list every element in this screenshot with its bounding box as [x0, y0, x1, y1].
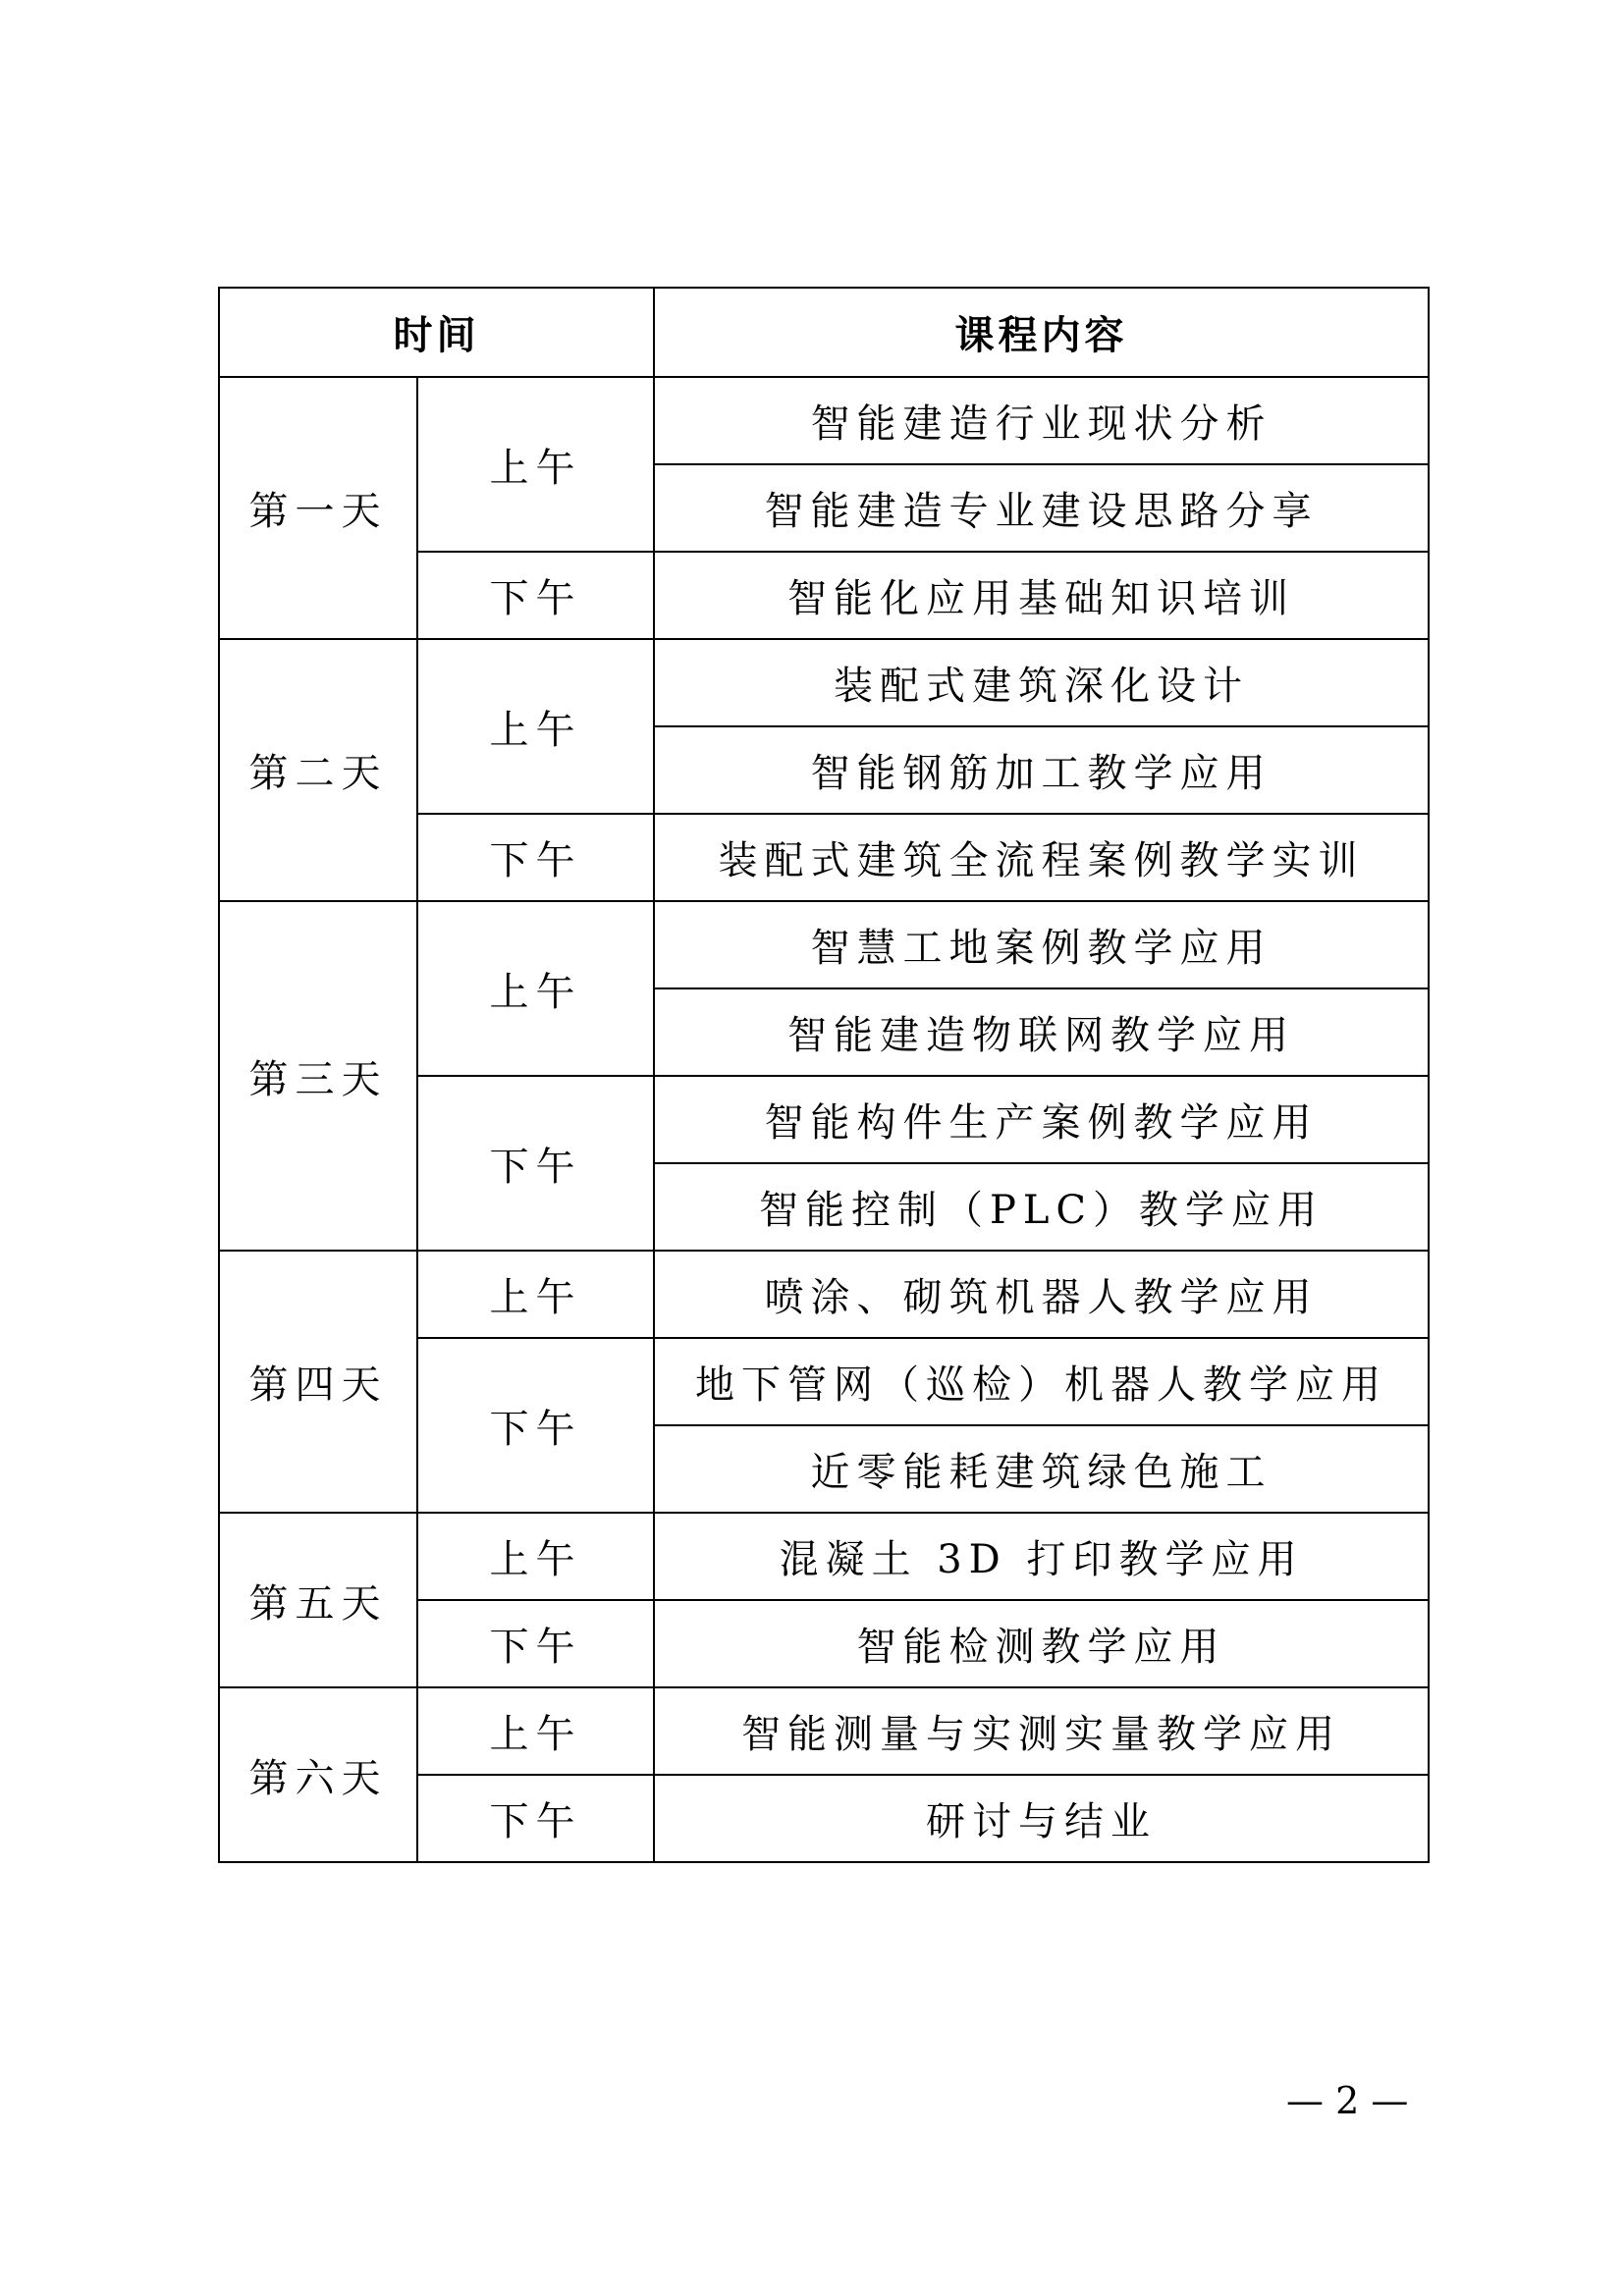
course-content-cell: 智能检测教学应用 [654, 1600, 1429, 1687]
table-row [219, 1687, 1429, 1775]
table-row [219, 901, 1429, 988]
course-content-cell: 智能化应用基础知识培训 [654, 552, 1429, 639]
course-content-cell: 智能钢筋加工教学应用 [654, 726, 1429, 814]
course-content-cell: 喷涂、砌筑机器人教学应用 [654, 1251, 1429, 1338]
period-cell: 上午 [417, 901, 654, 1076]
day-cell: 第四天 [219, 1251, 417, 1513]
table-header-row [219, 288, 1429, 377]
day-cell: 第三天 [219, 901, 417, 1251]
day-cell: 第一天 [219, 377, 417, 639]
period-cell: 上午 [417, 1687, 654, 1775]
day-cell: 第六天 [219, 1687, 417, 1862]
course-schedule-table [218, 287, 1430, 1863]
period-cell: 上午 [417, 639, 654, 814]
period-cell: 下午 [417, 1600, 654, 1687]
period-cell: 上午 [417, 1513, 654, 1600]
course-content-cell: 近零能耗建筑绿色施工 [654, 1425, 1429, 1513]
course-content-cell: 智能测量与实测实量教学应用 [654, 1687, 1429, 1775]
period-cell: 上午 [417, 377, 654, 552]
table-row [219, 377, 1429, 464]
period-cell: 下午 [417, 1338, 654, 1513]
table-row [219, 639, 1429, 726]
day-cell: 第二天 [219, 639, 417, 901]
table-body [219, 377, 1429, 1862]
course-content-cell: 智能建造物联网教学应用 [654, 988, 1429, 1076]
page-number: — 2 — [1286, 2079, 1409, 2122]
period-cell: 下午 [417, 1775, 654, 1862]
course-content-cell: 混凝土 3D 打印教学应用 [654, 1513, 1429, 1600]
course-content-cell: 智能建造行业现状分析 [654, 377, 1429, 464]
course-content-cell: 研讨与结业 [654, 1775, 1429, 1862]
course-content-cell: 地下管网（巡检）机器人教学应用 [654, 1338, 1429, 1425]
period-cell: 下午 [417, 814, 654, 901]
period-cell: 下午 [417, 552, 654, 639]
header-time: 时间 [219, 288, 654, 377]
course-content-cell: 智能建造专业建设思路分享 [654, 464, 1429, 552]
course-content-cell: 智慧工地案例教学应用 [654, 901, 1429, 988]
period-cell: 上午 [417, 1251, 654, 1338]
table-row [219, 1513, 1429, 1600]
period-cell: 下午 [417, 1076, 654, 1251]
course-content-cell: 装配式建筑深化设计 [654, 639, 1429, 726]
course-content-cell: 智能控制（PLC）教学应用 [654, 1163, 1429, 1251]
day-cell: 第五天 [219, 1513, 417, 1687]
course-content-cell: 装配式建筑全流程案例教学实训 [654, 814, 1429, 901]
header-content: 课程内容 [654, 288, 1429, 377]
course-content-cell: 智能构件生产案例教学应用 [654, 1076, 1429, 1163]
table-row [219, 1251, 1429, 1338]
